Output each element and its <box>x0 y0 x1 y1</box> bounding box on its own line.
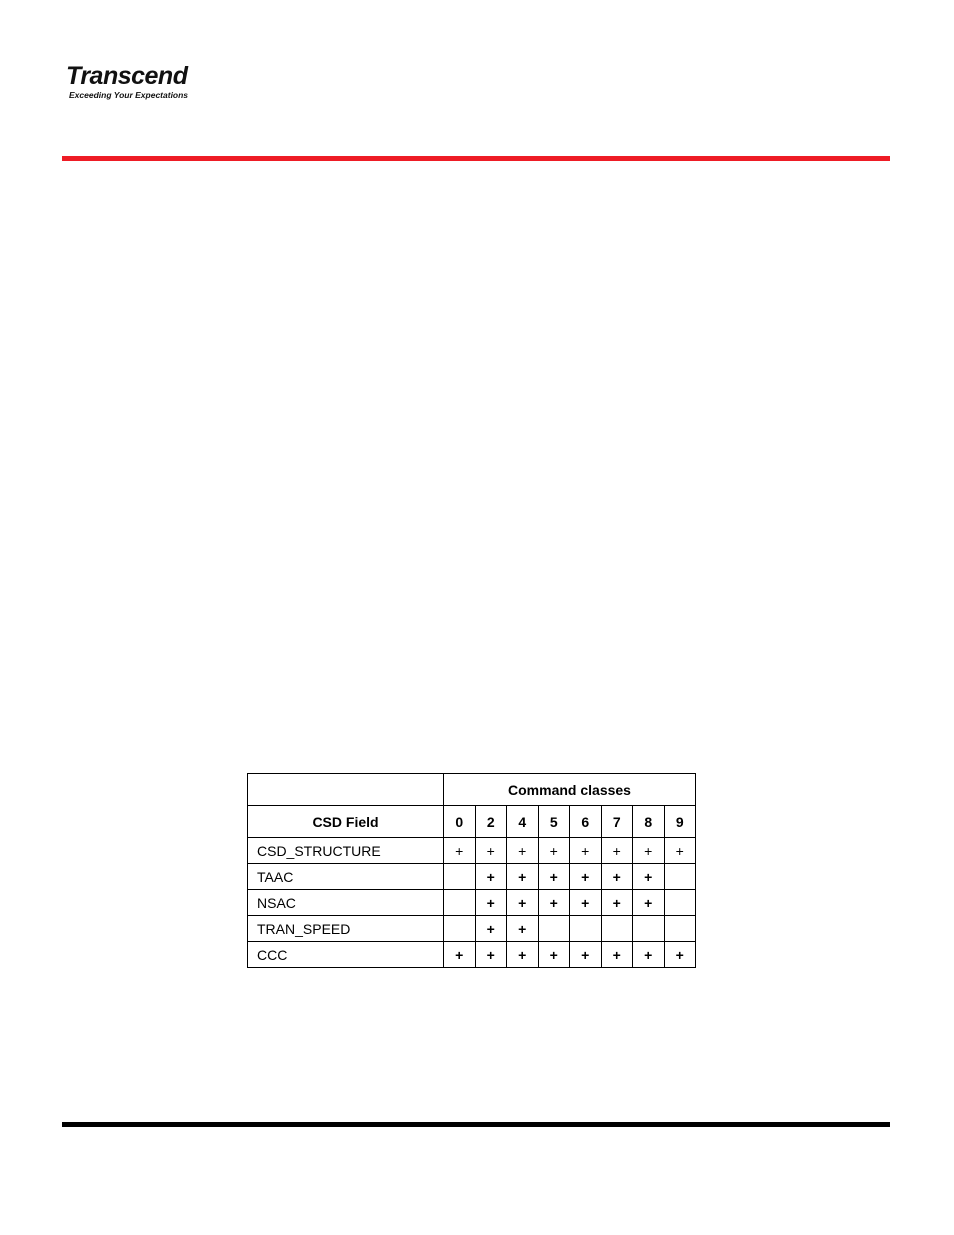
class-support-cell: + <box>601 890 633 916</box>
class-number: 9 <box>664 806 696 838</box>
class-support-cell: + <box>507 916 539 942</box>
class-support-cell <box>538 916 570 942</box>
class-support-cell: + <box>664 838 696 864</box>
class-support-cell <box>570 916 602 942</box>
footer-rule <box>62 1122 890 1127</box>
csd-field-name: NSAC <box>248 890 444 916</box>
class-support-cell: + <box>570 864 602 890</box>
class-number: 8 <box>633 806 665 838</box>
class-support-cell: + <box>538 864 570 890</box>
class-number: 4 <box>507 806 539 838</box>
class-support-cell: + <box>475 838 507 864</box>
csd-field-name: CCC <box>248 942 444 968</box>
class-support-cell: + <box>475 864 507 890</box>
class-support-cell: + <box>570 942 602 968</box>
table-row <box>248 916 696 942</box>
class-support-cell: + <box>601 942 633 968</box>
header-rule <box>62 156 890 161</box>
class-number: 0 <box>444 806 476 838</box>
class-support-cell <box>633 916 665 942</box>
class-support-cell: + <box>601 864 633 890</box>
class-support-cell: + <box>538 890 570 916</box>
class-support-cell: + <box>633 942 665 968</box>
class-number: 6 <box>570 806 602 838</box>
table-row <box>248 942 696 968</box>
class-support-cell: + <box>633 890 665 916</box>
class-support-cell: + <box>444 942 476 968</box>
csd-field-header: CSD Field <box>248 806 444 838</box>
csd-field-name: CSD_STRUCTURE <box>248 838 444 864</box>
class-support-cell: + <box>507 838 539 864</box>
class-support-cell: + <box>664 942 696 968</box>
class-support-cell <box>601 916 633 942</box>
class-support-cell <box>444 916 476 942</box>
class-support-cell: + <box>633 864 665 890</box>
class-support-cell: + <box>601 838 633 864</box>
table-subheader-row <box>248 806 696 838</box>
class-support-cell: + <box>475 890 507 916</box>
csd-field-name: TRAN_SPEED <box>248 916 444 942</box>
csd-command-class-table <box>247 773 696 968</box>
table-header-row <box>248 774 696 806</box>
class-number: 2 <box>475 806 507 838</box>
class-number: 7 <box>601 806 633 838</box>
class-support-cell: + <box>507 942 539 968</box>
table-row <box>248 838 696 864</box>
command-classes-header: Command classes <box>444 774 696 806</box>
logo-name: Transcend <box>66 62 188 90</box>
class-support-cell: + <box>538 838 570 864</box>
class-support-cell: + <box>538 942 570 968</box>
table-row <box>248 864 696 890</box>
class-support-cell: + <box>475 916 507 942</box>
class-support-cell <box>444 864 476 890</box>
table-row <box>248 890 696 916</box>
class-support-cell: + <box>570 838 602 864</box>
class-support-cell: + <box>633 838 665 864</box>
csd-field-name: TAAC <box>248 864 444 890</box>
class-support-cell <box>664 916 696 942</box>
transcend-logo <box>66 62 188 100</box>
class-support-cell <box>444 890 476 916</box>
class-support-cell <box>664 864 696 890</box>
class-support-cell: + <box>507 890 539 916</box>
class-support-cell <box>664 890 696 916</box>
class-support-cell: + <box>570 890 602 916</box>
logo-tagline: Exceeding Your Expectations <box>69 90 189 100</box>
class-support-cell: + <box>507 864 539 890</box>
class-support-cell: + <box>444 838 476 864</box>
empty-header-cell <box>248 774 444 806</box>
class-number: 5 <box>538 806 570 838</box>
class-support-cell: + <box>475 942 507 968</box>
